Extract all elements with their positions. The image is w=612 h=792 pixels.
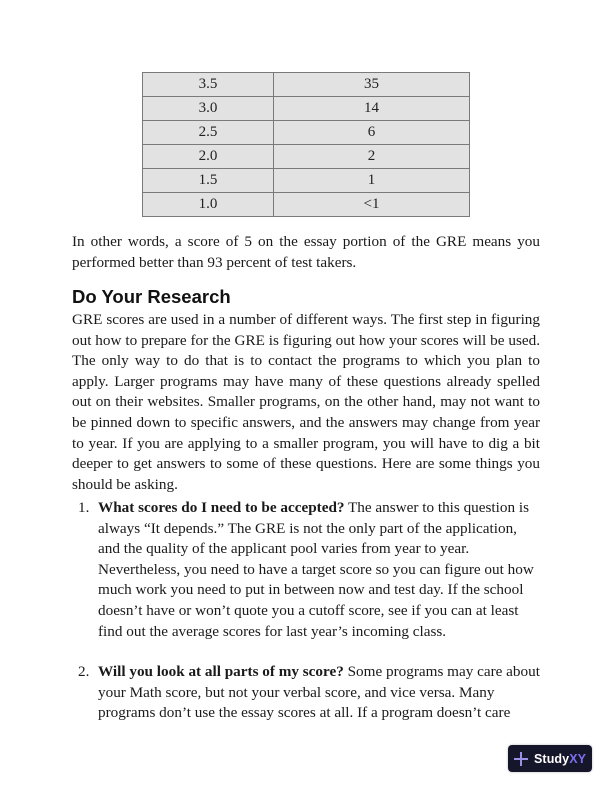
table-row: [143, 169, 470, 193]
studyxy-badge[interactable]: [508, 745, 592, 772]
brand-name: [534, 752, 586, 766]
percent-cell: 35: [274, 73, 470, 97]
question-bold: Will you look at all parts of my score?: [98, 663, 344, 681]
item-number: 2.: [78, 663, 90, 681]
table-row: [143, 193, 470, 217]
plus-icon: [514, 752, 528, 766]
question-bold: What scores do I need to be accepted?: [98, 499, 345, 516]
summary-paragraph: In other words, a score of 5 on the essay portion of the GRE means you performed better than 93 percent of test takers.: [72, 233, 540, 271]
percent-cell: <1: [274, 193, 470, 217]
score-cell: 3.0: [143, 97, 274, 121]
list-item: [72, 662, 542, 724]
table-row: [143, 73, 470, 97]
score-cell: 2.0: [143, 145, 274, 169]
score-cell: 3.5: [143, 73, 274, 97]
brand-main: Study: [534, 751, 570, 766]
percent-cell: 14: [274, 97, 470, 121]
table-row: [143, 121, 470, 145]
question-text: Some programs may care about your Math score, but not your verbal score, and vice versa. Many programs don’t use the essay scores at all. If a program doesn’t care: [98, 663, 540, 722]
table-row: [143, 145, 470, 169]
question-text: The answer to this question is always “It depends.” The GRE is not the only part of the application, and the quality of the applicant pool varies from year to year. Nevertheless, you need to have a target score so you can figure out how much work you need to put in between now and test day. If the school doesn’t have or won’t quote you a cutoff score, see if you can at least find out the average scores for last year’s incoming class.: [98, 499, 534, 640]
score-cell: 1.5: [143, 169, 274, 193]
section-heading: Do Your Research: [72, 286, 231, 307]
section-body: GRE scores are used in a number of different ways. The first step in figuring out how to prepare for the GRE is figuring out how your scores will be used. The only way to do that is to contact the programs to which you plan to apply. Larger programs may have many of these questions already spelled out on their websites. Smaller programs, on the other hand, may not want to be pinned down to specific answers, and the answers may change from year to year. If you are applying to a smaller program, you will have to dig a bit deeper to get answers to some of these questions. Here are some things you should be asking.: [72, 311, 540, 493]
percent-cell: 6: [274, 121, 470, 145]
table-row: [143, 97, 470, 121]
item-number: 1.: [78, 499, 90, 516]
question-list: [72, 498, 542, 724]
brand-accent: XY: [569, 751, 587, 766]
percent-cell: 2: [274, 145, 470, 169]
score-cell: 2.5: [143, 121, 274, 145]
percent-cell: 1: [274, 169, 470, 193]
score-cell: 1.0: [143, 193, 274, 217]
list-item: [72, 498, 542, 642]
score-percentile-table: [142, 72, 470, 217]
